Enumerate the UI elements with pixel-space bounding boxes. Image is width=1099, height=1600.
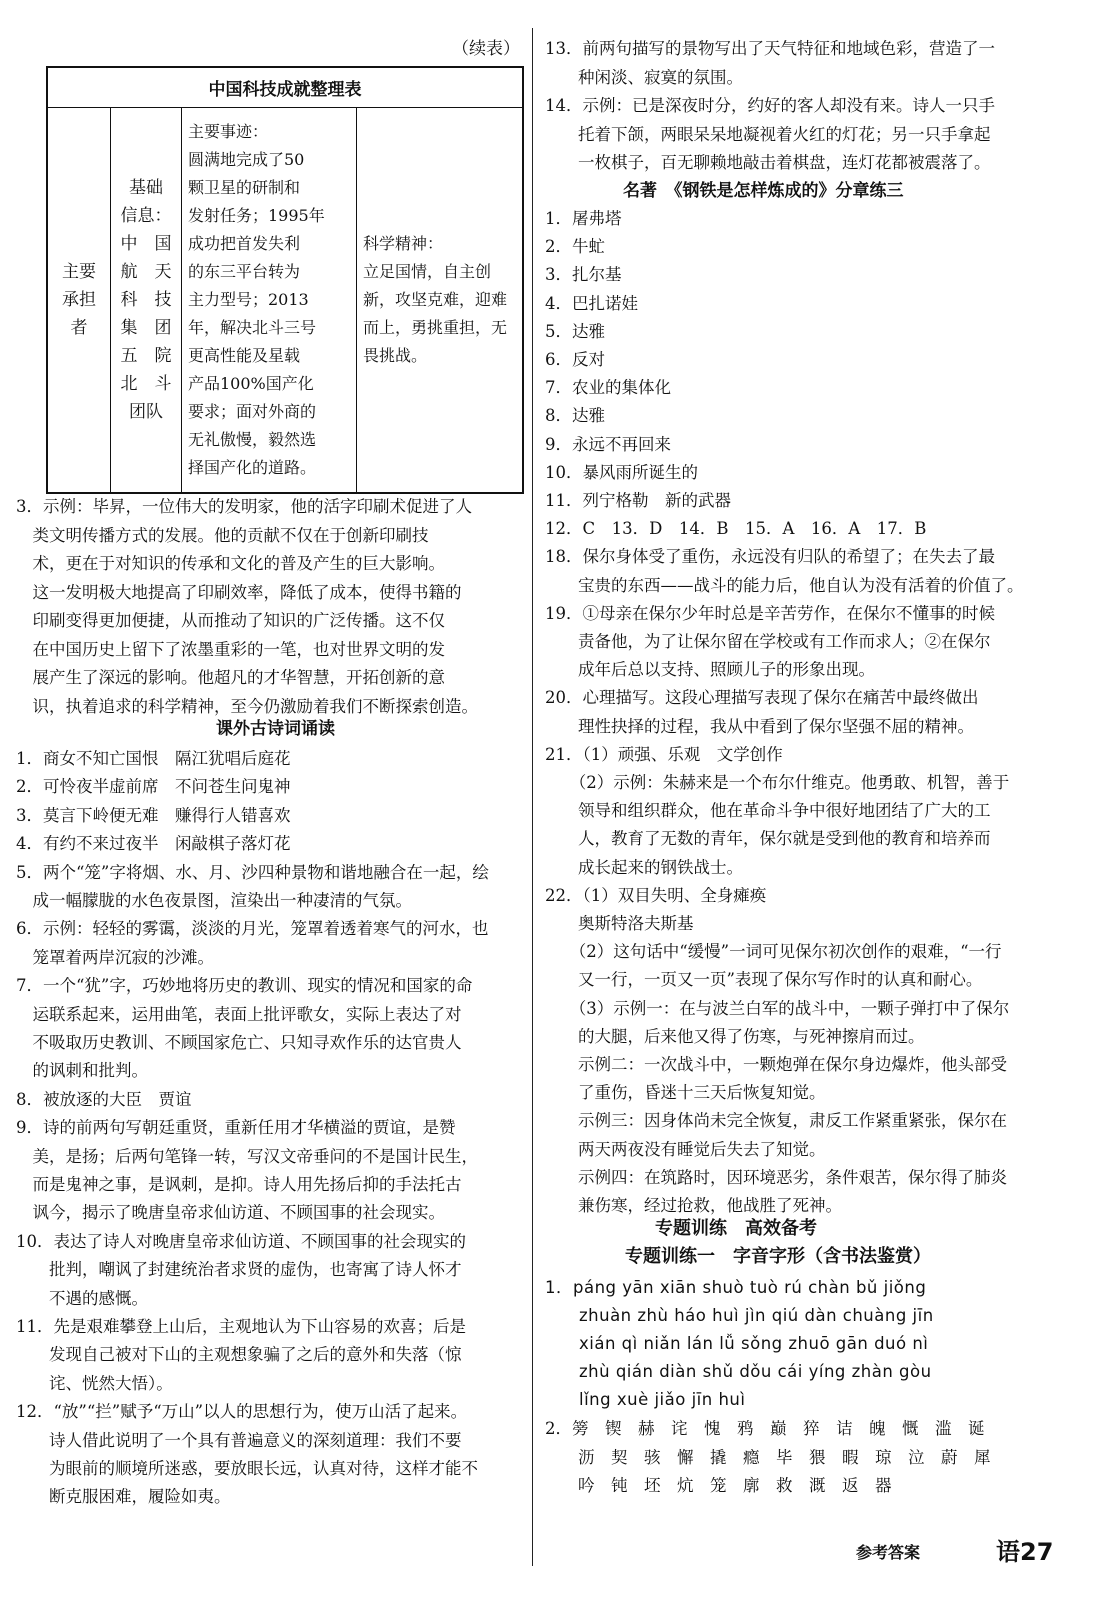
poetry-line: 批判，嘲讽了封建统治者求贤的虚伪，也寄寓了诗人怀才 [16,1260,462,1280]
novel-line: 责备他，为了让保尔留在学校或有工作而求人；②在保尔 [545,632,991,651]
novel-line: 的大腿，后来他又得了伤寒，与死神擦肩而过。 [545,1026,925,1046]
poetry-line: 8．被放逐的大臣 贾谊 [16,1089,192,1109]
poetry-line: 2．可怜夜半虚前席 不问苍生问鬼神 [16,777,291,797]
novel-heading: 名著 《钢铁是怎样炼成的》分章练三 [623,181,904,201]
answer-line: 识，执着追求的科学精神，至今仍激励着我们不断探索创造。 [16,696,478,716]
table-cell-line: 畏挑战。 [363,345,428,365]
table-col-deeds [182,107,357,493]
pinyin-line: zhù qián diàn shǔ dǒu cái yíng zhàn gòu [545,1362,932,1381]
novel-line: 6．反对 [545,350,605,369]
answer-line: 3．示例：毕昇，一位伟大的发明家，他的活字印刷术促进了人 [16,497,472,516]
poetry-line: 而是鬼神之事，是讽刺，是抑。诗人用先扬后抑的手法托古 [16,1175,462,1194]
novel-line: 5．达雅 [545,321,605,341]
poetry-line: 4．有约不来过夜半 闲敲棋子落灯花 [16,834,291,854]
novel-line: 宝贵的东西——战斗的能力后，他自认为没有活着的价值了。 [545,575,1024,595]
table-cell-line: 航 天 [120,261,172,282]
poetry-line: 1．商女不知亡国恨 隔江犹唱后庭花 [16,749,291,768]
novel-line: 示例二：一次战斗中，一颗炮弹在保尔身边爆炸，他头部受 [545,1055,1007,1074]
answer-line: 这一发明极大地提高了印刷效率，降低了成本，使得书籍的 [16,582,462,602]
table-cell-line: 要求；面对外商的 [188,401,317,421]
table-cell-line: 择国产化的道路。 [188,457,317,477]
novel-line: （2）这句话中“缓慢”一词可见保尔初次创作的艰难，“一行 [545,942,1002,962]
table-cell-line: 产品100%国产化 [188,373,314,393]
pinyin-line: 1．páng yān xiān shuò tuò rú chàn bǔ jiǒng [545,1278,927,1297]
poetry-line: 美，是扬；后两句笔锋一转，写汉文帝垂问的不是国计民生， [16,1146,478,1166]
table-cell-line: 颗卫星的研制和 [188,177,301,197]
poetry-line: 运联系起来，运用曲笔，表面上批评歌女，实际上表达了对 [16,1004,462,1024]
novel-line: 又一行，一页又一页”表现了保尔写作时的认真和耐心。 [545,970,983,990]
novel-line: 示例三：因身体尚未完全恢复，肃反工作紧重紧张，保尔在 [545,1111,1007,1131]
novel-line: 成长起来的钢铁战士。 [545,857,743,877]
table-cell-line: 而上，勇挑重担，无 [363,317,508,337]
footer-label: 参考答案 [856,1543,921,1562]
pinyin-line: xián qì niǎn lán lǚ sǒng zhuō gān duó nì [545,1334,929,1353]
table-col-bearer [47,107,111,493]
special-subheading: 专题训练一 字音字形（含书法鉴赏） [625,1246,931,1267]
table-cell-line: 主力型号；2013 [188,289,309,309]
table-cell-line: 新，攻坚克难，迎难 [363,289,508,309]
poetry-line: 不遇的感慨。 [16,1288,148,1308]
poetry-line: 为眼前的顺境所迷惑，要放眼长远，认真对待，这样才能不 [16,1459,478,1478]
poetry-line: 12．“放”“拦”赋予“万山”以人的思想行为，使万山活了起来。 [16,1402,468,1422]
answer-line: 托着下颌，两眼呆呆地凝视着火红的灯花；另一只手拿起 [545,124,991,144]
table-cell-line: 信息： [120,205,172,226]
table-title: 中国科技成就整理表 [47,67,523,107]
novel-line: 18．保尔身体受了重伤，永远没有归队的希望了；在失去了最 [545,547,995,567]
special-heading: 专题训练 高效备考 [655,1218,817,1239]
table-cell-line: 科学精神： [363,233,444,253]
novel-line: 19．①母亲在保尔少年时总是辛苦劳作，在保尔不懂事的时候 [545,603,995,623]
poetry-line: 诧、恍然大悟）。 [16,1373,173,1393]
table-cell-line: 发射任务；1995年 [188,205,325,225]
poetry-line: 5．两个“笼”字将烟、水、月、沙四种景物和谐地融合在一起，绘 [16,862,489,882]
table-cell-line: 集 团 [120,317,172,338]
answer-line: 14．示例：已是深夜时分，约好的客人却没有来。诗人一只手 [545,96,995,115]
table-cell-line: 五 院 [120,345,172,366]
answer-line: 一枚棋子，百无聊赖地敲击着棋盘，连灯花都被震落了。 [545,153,991,172]
novel-line: （2）示例：朱赫来是一个布尔什维克。他勇敢、机智，善于 [545,773,1010,792]
answer-line: 在中国历史上留下了浓墨重彩的一笔，也对世界文明的发 [16,639,445,659]
pinyin-line: lǐng xuè jiǎo jīn huì [545,1390,746,1409]
poetry-heading: 课外古诗词诵读 [216,719,335,739]
novel-line: 20．心理描写。这段心理描写表现了保尔在痛苦中最终做出 [545,688,979,708]
table-cell-line: 基础 [129,177,163,198]
novel-line: 兼伤寒，经过抢救，他战胜了死神。 [545,1196,842,1215]
table-cell-line: 主要事迹： [188,121,269,141]
character-line: 吟 钝 坯 炕 笼 廓 救 溉 返 器 [545,1476,892,1495]
table-cell-line: 中 国 [120,233,172,254]
table-cell-line: 年，解决北斗三号 [188,317,317,337]
table-cell-line: 无礼傲慢，毅然选 [188,429,317,449]
answer-line: 类文明传播方式的发展。他的贡献不仅在于创新印刷技 [16,525,429,545]
novel-line: 了重伤，昏迷十三天后恢复知觉。 [545,1083,826,1103]
answer-line: 展产生了深远的影响。他超凡的才华智慧，开拓创新的意 [16,668,445,687]
table-cell-line: 承担 [62,289,96,310]
table-cell-line: 的东三平台转为 [188,261,301,281]
answer-line: 印刷变得更加便捷，从而推动了知识的广泛传播。这不仅 [16,611,445,630]
novel-line: 7．农业的集体化 [545,378,671,398]
table-cell-line: 圆满地完成了50 [188,149,305,169]
table-cell-line: 科 技 [120,289,172,310]
tech-achievement-table [46,66,524,494]
novel-line: 领导和组织群众，他在革命斗争中很好地团结了广大的工 [545,801,991,821]
novel-line: 22．（1）双目失明、全身瘫痪 [545,885,767,905]
poetry-line: 11．先是艰难攀登上山后，主观地认为下山容易的欢喜；后是 [16,1317,466,1336]
poetry-line: 的讽刺和批判。 [16,1061,148,1081]
poetry-line: 笼罩着两岸沉寂的沙滩。 [16,947,214,967]
poetry-line: 6．示例：轻轻的雾霭，淡淡的月光，笼罩着透着寒气的河水，也 [16,919,489,939]
table-cell-line: 立足国情，自主创 [363,261,492,281]
novel-line: 4．巴扎诺娃 [545,293,638,313]
continued-label: （续表） [452,39,520,59]
pinyin-line: zhuàn zhù háo huì jìn qiú dàn chuàng jīn [545,1306,934,1325]
table-cell-line: 更高性能及星载 [188,345,301,365]
column-divider [532,28,533,1566]
poetry-line: 10．表达了诗人对晚唐皇帝求仙访道、不顾国事的社会现实的 [16,1231,466,1251]
poetry-line: 9．诗的前两句写朝廷重贤，重新任用才华横溢的贾谊，是赞 [16,1118,456,1138]
poetry-line: 成一幅朦胧的水色夜景图，渲染出一种凄清的气氛。 [16,891,412,910]
answer-line: 种闲淡、寂寞的氛围。 [545,67,743,87]
table-cell-line: 主要 [62,261,96,282]
answer-line: 术，更在于对知识的传承和文化的普及产生的巨大影响。 [16,554,445,573]
character-line: 沥 契 骇 懈 撬 瘾 毕 猥 暇 琼 泣 蔚 犀 [545,1447,991,1467]
poetry-line: 7．一个“犹”字，巧妙地将历史的教训、现实的情况和国家的命 [16,976,473,996]
answer-line: 13．前两句描写的景物写出了天气特征和地域色彩，营造了一 [545,39,995,58]
table-cell-line: 者 [70,317,88,338]
novel-line: 人，教育了无数的青年，保尔就是受到他的教育和培养而 [545,829,991,849]
character-line: 2．篣 锲 赫 诧 愧 鸦 巅 猝 诘 魄 慨 滥 诞 [545,1419,985,1438]
novel-line: 8．达雅 [545,406,605,426]
footer-page: 语27 [996,1538,1054,1566]
novel-line: 10．暴风雨所诞生的 [545,462,698,482]
novel-line: （3）示例一：在与波兰白军的战斗中，一颗子弹打中了保尔 [545,998,1010,1018]
poetry-line: 3．莫言下岭便无难 赚得行人错喜欢 [16,805,291,825]
table-col-basic-info [111,107,182,493]
novel-line: 奥斯特洛夫斯基 [545,914,694,933]
novel-line: 2．牛虻 [545,237,605,257]
table-cell-line: 团队 [129,401,163,422]
poetry-line: 诗人借此说明了一个具有普遍意义的深刻道理：我们不要 [16,1430,462,1450]
poetry-line: 不吸取历史教训、不顾国家危亡、只知寻欢作乐的达官贵人 [16,1033,462,1052]
table-col-spirit [357,107,524,493]
poetry-line: 讽今，揭示了晚唐皇帝求仙访道、不顾国事的社会现实。 [16,1203,445,1223]
table-cell-line: 北 斗 [120,373,172,394]
poetry-line: 发现自己被对下山的主观想象骗了之后的意外和失落（惊 [16,1345,462,1365]
novel-line: 21．（1）顽强、乐观 文学创作 [545,744,783,764]
novel-line: 示例四：在筑路时，因环境恶劣，条件艰苦，保尔得了肺炎 [545,1167,1007,1187]
novel-line: 12．C 13．D 14．B 15．A 16．A 17．B [545,519,927,539]
novel-line: 11．列宁格勒 新的武器 [545,491,731,510]
novel-line: 两天两夜没有睡觉后失去了知觉。 [545,1139,826,1159]
novel-line: 1．屠弗塔 [545,209,622,228]
novel-line: 3．扎尔基 [545,265,622,285]
novel-line: 成年后总以支持、照顾儿子的形象出现。 [545,660,875,680]
poetry-line: 断克服困难，履险如夷。 [16,1487,231,1507]
table-cell-line: 成功把首发失利 [188,233,301,253]
novel-line: 9．永远不再回来 [545,434,671,454]
novel-line: 理性抉择的过程，我从中看到了保尔坚强不屈的精神。 [545,716,974,736]
